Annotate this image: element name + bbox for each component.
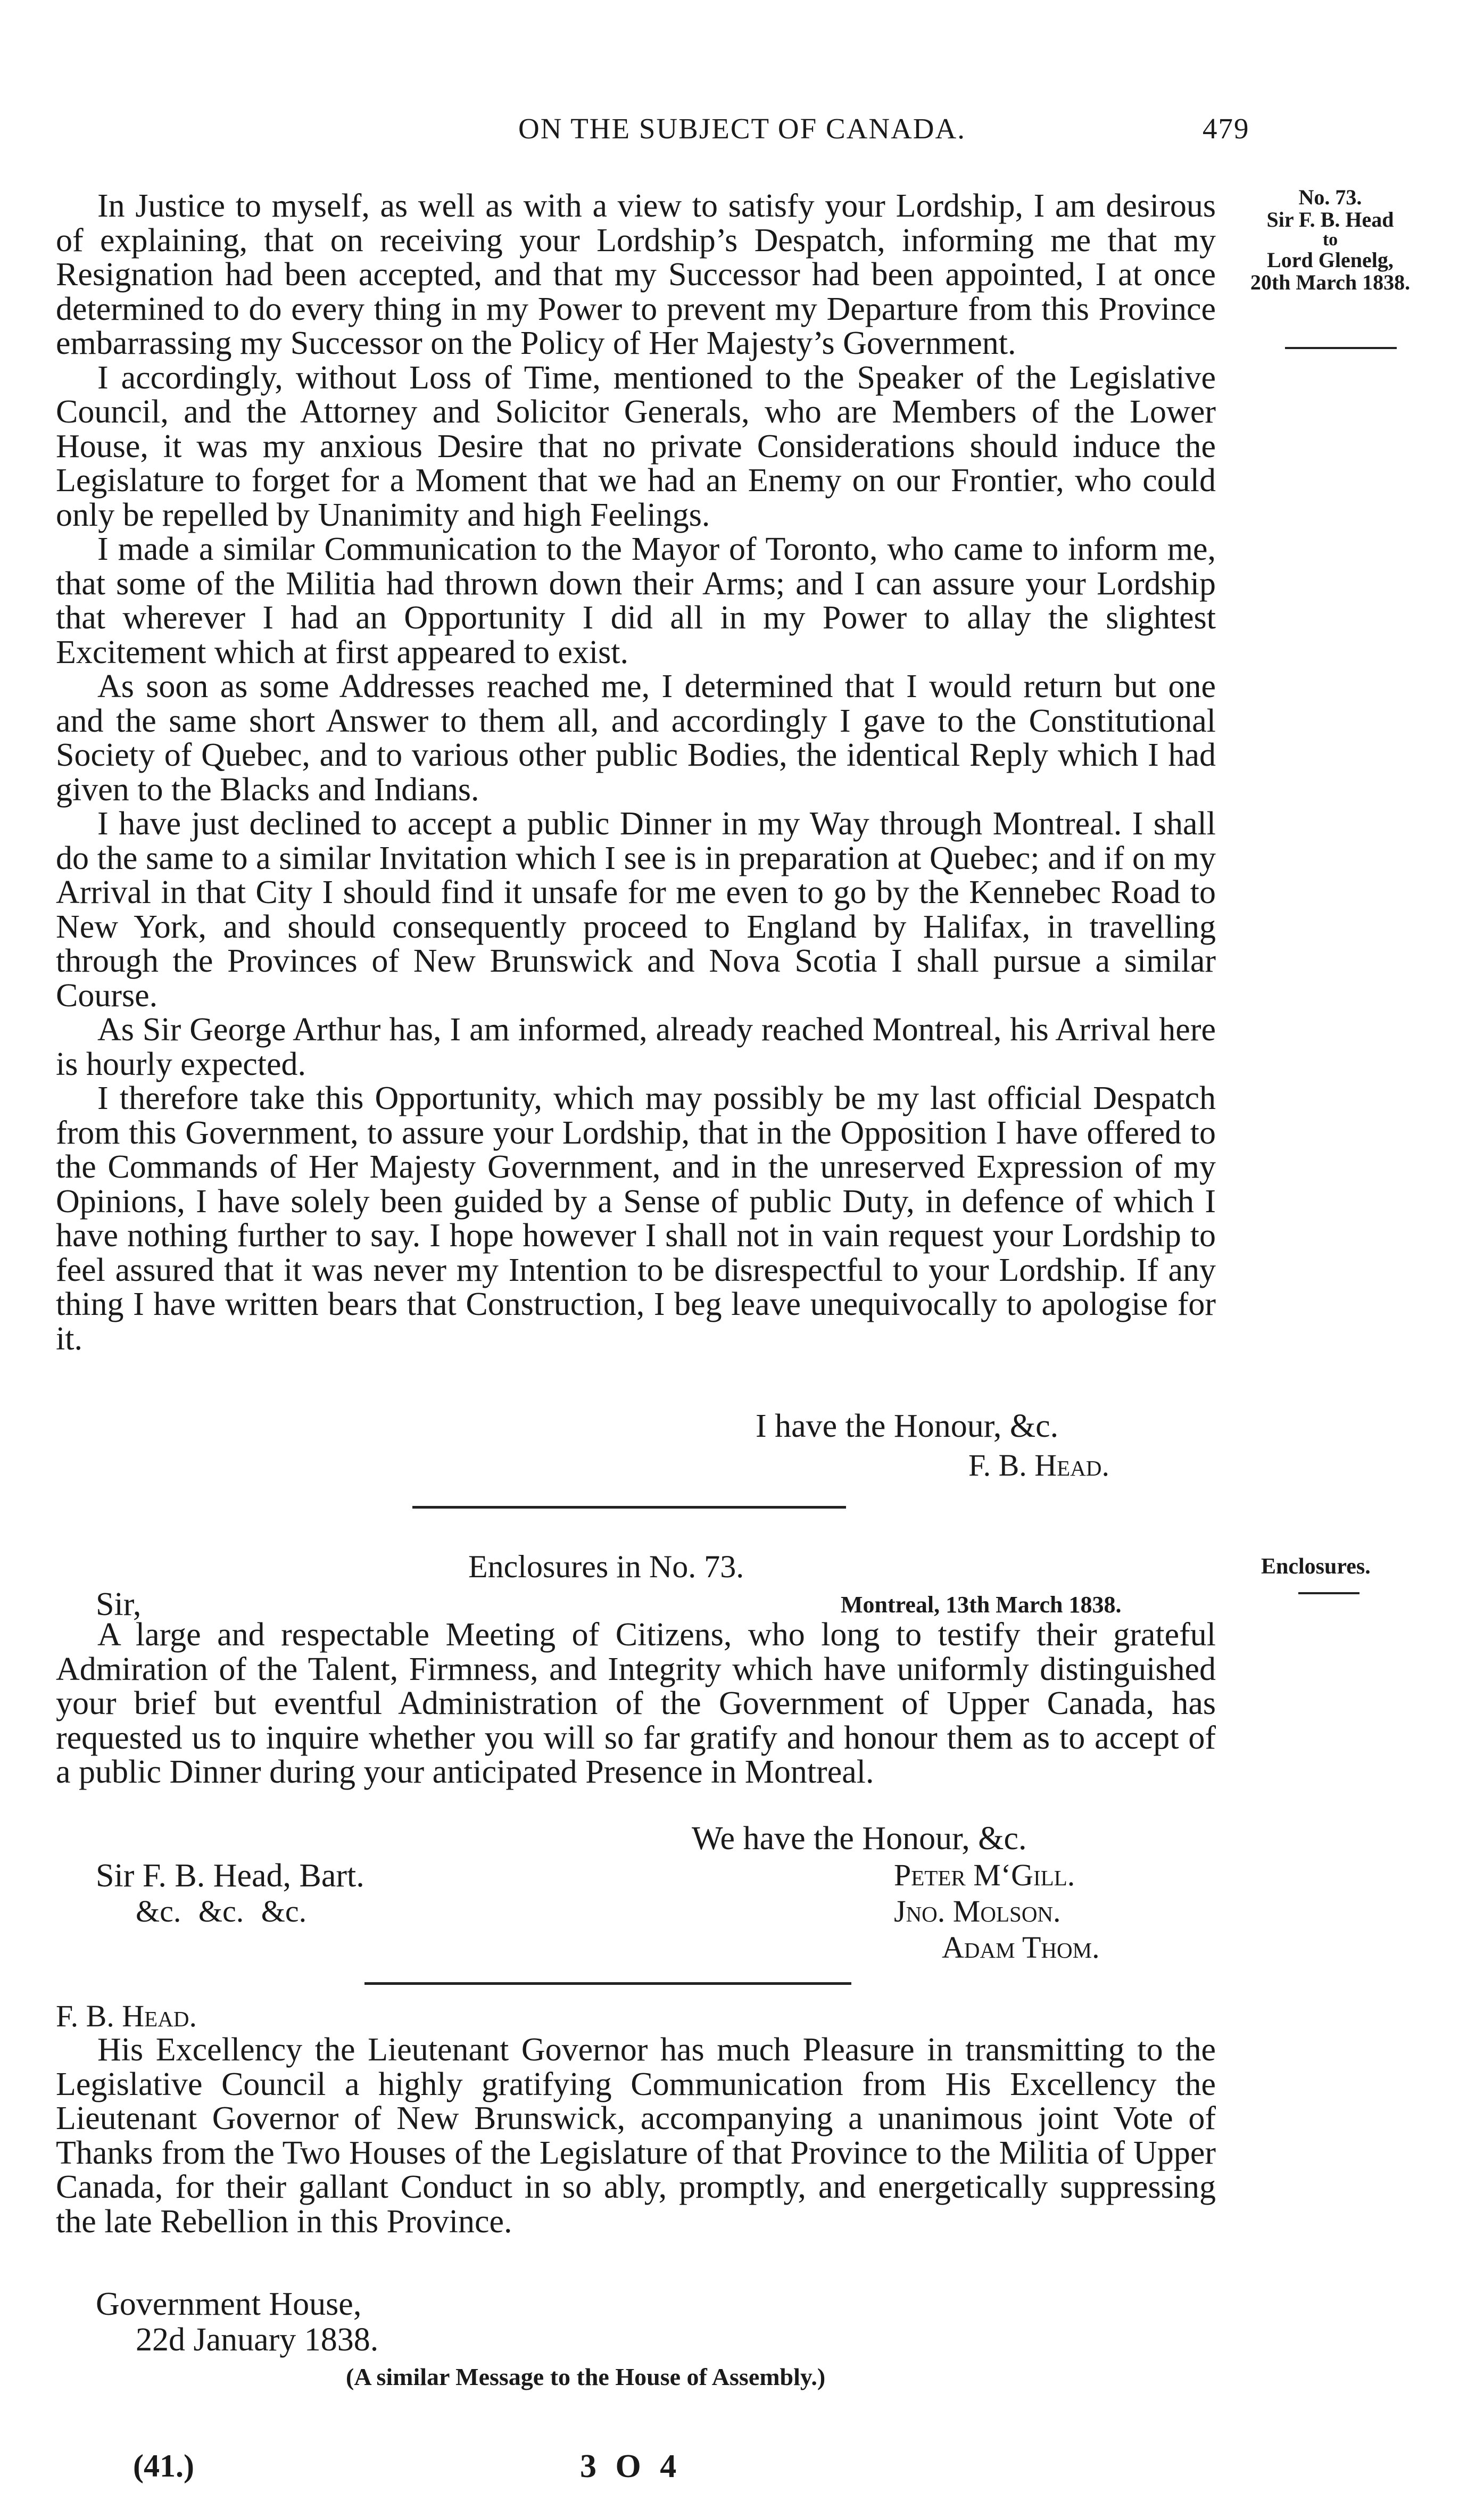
enclosure-signer: Adam Thom. (942, 1930, 1100, 1965)
message-note: (A similar Message to the House of Assembly.) (346, 2363, 826, 2390)
running-title: ON THE SUBJECT OF CANADA. (518, 112, 966, 145)
enclosure-addressee: Sir F. B. Head, Bart. (96, 1858, 364, 1894)
despatch-paragraph: I made a similar Communication to the Mayor of Toronto, who came to inform me, that some of the Militia had thrown down their Arms; and I can assure your Lordship that wherever I had an Opportunity I did all in my Power to allay the slightest Excitement which at first appeared to exist. (56, 531, 1216, 670)
message-place: Government House, (96, 2286, 362, 2322)
despatch-paragraph: I accordingly, without Loss of Time, mentioned to the Speaker of the Legislative Council, and the Attorney and Solicitor Generals, who are Members of the Lower House, it was my anxious Desire that no private Considerations should induce the Legislature to forget for a Moment that we had an Enemy on our Frontier, who could only be repelled by Unanimity and high Feelings. (56, 359, 1216, 533)
page-number: 479 (1203, 112, 1250, 145)
enclosure-signer: Jno. Molson. (894, 1894, 1061, 1928)
despatch-body (56, 189, 1216, 1356)
enclosure-signer: Peter M‘Gill. (894, 1858, 1075, 1892)
enclosure-closing: We have the Honour, &c. (692, 1820, 1027, 1857)
enclosures-margin-label: Enclosures. (1261, 1554, 1371, 1579)
section-rule (412, 1506, 846, 1509)
margin-note-date: 20th March 1838. (1250, 270, 1411, 294)
enclosure-dateline: Montreal, 13th March 1838. (841, 1592, 1122, 1618)
margin-note-rule (1285, 347, 1397, 349)
despatch-paragraph: As soon as some Addresses reached me, I determined that I would return but one and the same short Answer to them all, and accordingly I gave to the Constitutional Society of Quebec, and to various other public Bodies, the identical Reply which I had given to the Blacks and Indians. (56, 668, 1216, 808)
enclosure-addressee-etc: &c. &c. &c. (136, 1894, 307, 1928)
despatch-paragraph: I therefore take this Opportunity, which may possibly be my last official Despatch from this Government, to assure your Lordship, that in the Opposition I have offered to the Commands of Her Majesty Government, and in the unreserved Expression of my Opinions, I have solely been guided by a Sense of public Duty, in defence of which I have nothing further to say. I hope however I shall not in vain request your Lordship to feel assured that it was never my Intention to be disrespectful to your Lordship. If any thing I have written bears that Construction, I beg leave unequivocally to apologise for it. (56, 1080, 1216, 1357)
enclosures-heading: Enclosures in No. 73. (468, 1549, 744, 1584)
enclosure-body (56, 1618, 1216, 1790)
despatch-signature: F. B. Head. (968, 1448, 1109, 1483)
margin-note (1218, 186, 1442, 294)
despatch-closing: I have the Honour, &c. (756, 1408, 1059, 1444)
enclosures-margin-rule (1298, 1592, 1359, 1594)
message-signed: F. B. Head. (56, 1999, 197, 2033)
despatch-paragraph: As Sir George Arthur has, I am informed, already reached Montreal, his Arrival here is hourly expected. (56, 1012, 1216, 1082)
running-header (0, 112, 1484, 145)
enclosure-salutation: Sir, (96, 1586, 142, 1622)
margin-note-to: to (1322, 230, 1338, 250)
margin-note-from: Sir F. B. Head (1266, 208, 1394, 231)
margin-note-number: No. 73. (1298, 185, 1362, 209)
footer-left: (41.) (133, 2448, 194, 2483)
footer-signature-mark: 3 O 4 (580, 2448, 682, 2485)
despatch-paragraph: In Justice to myself, as well as with a view to satisfy your Lordship, I am desirous of explaining, that on receiving your Lordship’s Despatch, informing me that my Resignation had been accepted, and that my Successor had been appointed, I at once determined to do every thing in my Power to prevent my Departure from this Province embarrassing my Successor on the Policy of Her Majesty’s Government. (56, 188, 1216, 361)
message-paragraph: His Excellency the Lieutenant Governor has much Pleasure in transmitting to the Legislative Council a highly gratifying Communication from His Excellency the Lieutenant Governor of New Brunswick, accompanying a unanimous joint Vote of Thanks from the Two Houses of the Legislature of that Province to the Militia of Upper Canada, for their gallant Conduct in so ably, promptly, and energetically suppressing the late Rebellion in this Province. (56, 2032, 1216, 2240)
margin-note-recipient: Lord Glenelg, (1267, 248, 1394, 272)
message-date: 22d January 1838. (136, 2322, 379, 2358)
despatch-paragraph: I have just declined to accept a public Dinner in my Way through Montreal. I shall do the same to a similar Invitation which I see is in preparation at Quebec; and if on my Arrival in that City I should find it unsafe for me even to go by the Kennebec Road to New York, and should consequently proceed to England by Halifax, in travelling through the Provinces of New Brunswick and Nova Scotia I shall pursue a similar Course. (56, 806, 1216, 1014)
enclosure-paragraph: A large and respectable Meeting of Citizens, who long to testify their grateful Admiration of the Talent, Firmness, and Integrity which have uniformly distinguished your brief but eventful Administration of the Government of Upper Canada, has requested us to inquire whether you will so far gratify and honour them as to accept of a public Dinner during your anticipated Presence in Montreal. (56, 1617, 1216, 1790)
message-body (56, 2033, 1216, 2239)
section-rule (364, 1982, 851, 1985)
